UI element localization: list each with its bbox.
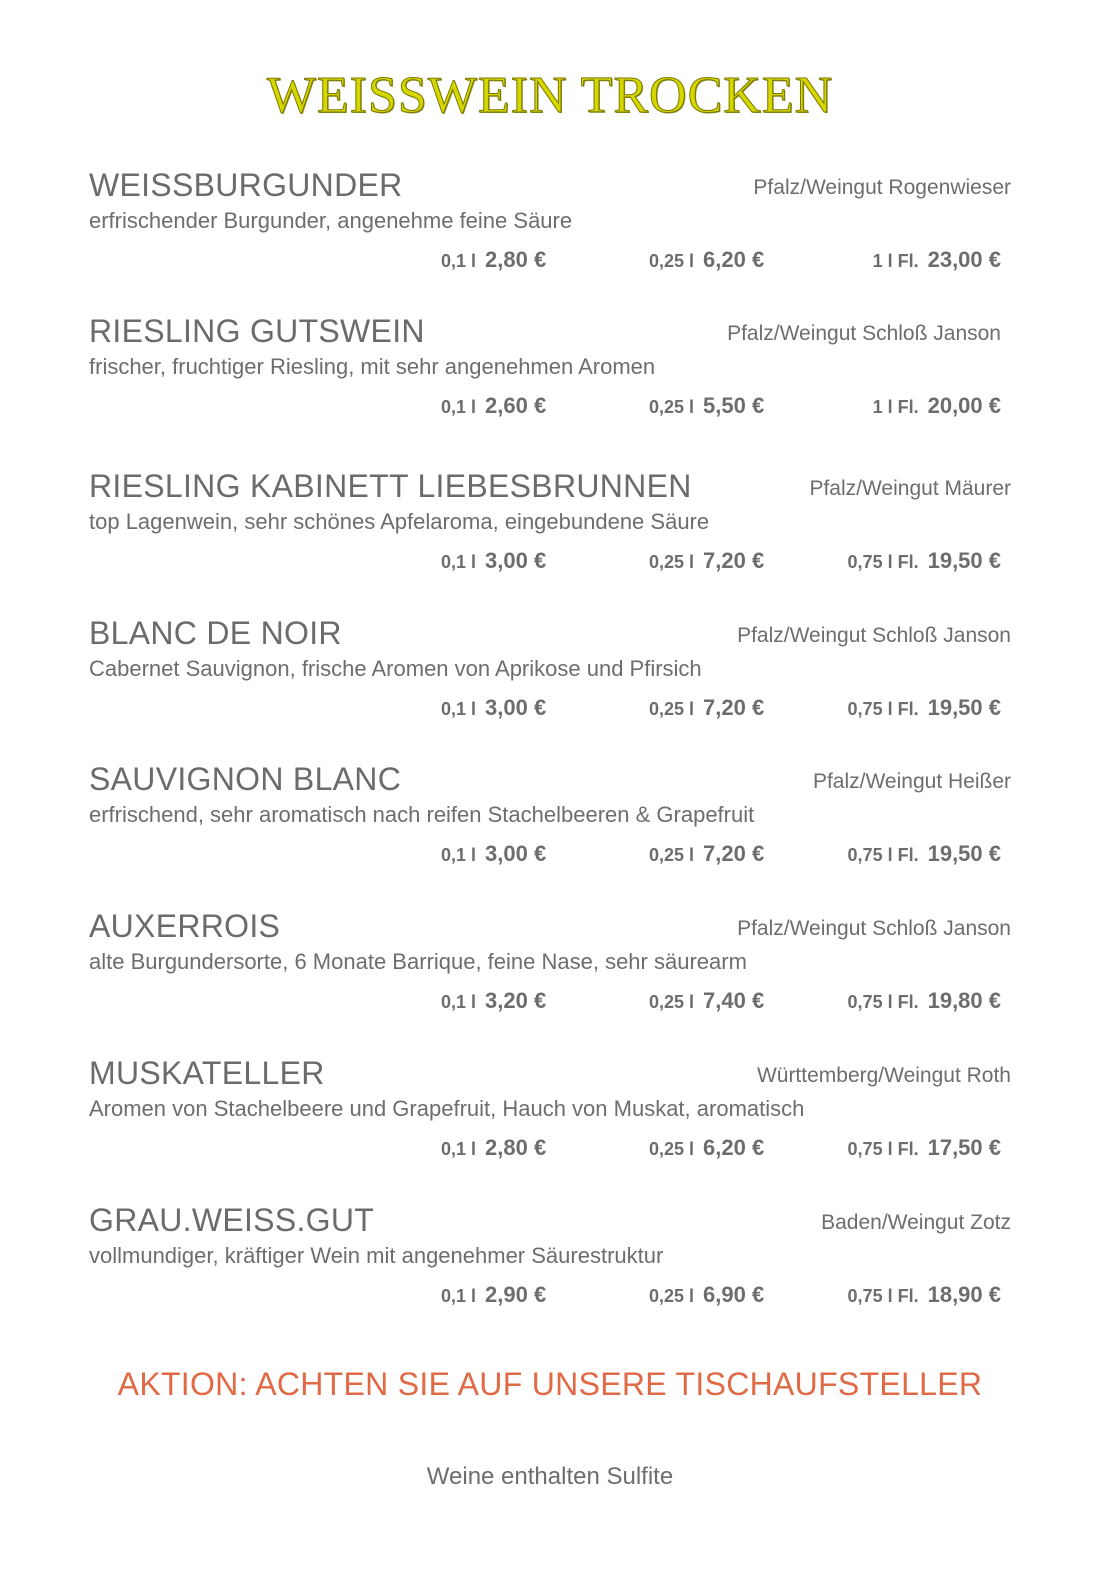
price-size: 0,1 l bbox=[441, 1139, 477, 1159]
wine-entry bbox=[89, 1202, 1011, 1322]
wine-origin: Pfalz/Weingut Heißer bbox=[812, 770, 1011, 793]
price-value: 3,00 € bbox=[485, 548, 547, 573]
price-small-glass bbox=[441, 841, 546, 867]
price-value: 3,00 € bbox=[485, 695, 547, 720]
price-size: 1 l Fl. bbox=[872, 397, 919, 417]
wine-origin: Pfalz/Weingut Mäurer bbox=[809, 477, 1011, 500]
price-size: 0,75 l Fl. bbox=[847, 1286, 919, 1306]
price-bottle bbox=[873, 393, 1001, 419]
price-value: 2,80 € bbox=[485, 1135, 547, 1160]
price-value: 2,90 € bbox=[485, 1282, 547, 1307]
wine-origin: Pfalz/Weingut Schloß Janson bbox=[737, 917, 1011, 940]
price-value: 19,50 € bbox=[927, 695, 1001, 720]
wine-description: vollmundiger, kräftiger Wein mit angenehmer Säurestruktur bbox=[89, 1243, 664, 1268]
wine-name: RIESLING KABINETT LIEBESBRUNNEN bbox=[89, 468, 692, 504]
price-size: 0,1 l bbox=[441, 699, 477, 719]
price-value: 6,90 € bbox=[703, 1282, 765, 1307]
price-size: 0,25 l bbox=[649, 397, 695, 417]
wine-description: Cabernet Sauvignon, frische Aromen von Aprikose und Pfirsich bbox=[89, 656, 702, 681]
price-small-glass bbox=[441, 247, 546, 273]
wine-origin: Baden/Weingut Zotz bbox=[821, 1211, 1011, 1234]
wine-description: erfrischender Burgunder, angenehme feine Säure bbox=[89, 208, 573, 233]
page-title: WEISSWEIN TROCKEN bbox=[266, 67, 834, 124]
price-value: 7,40 € bbox=[703, 988, 765, 1013]
price-value: 19,50 € bbox=[927, 548, 1001, 573]
price-size: 0,25 l bbox=[649, 699, 695, 719]
wine-name: GRAU.WEISS.GUT bbox=[89, 1202, 375, 1238]
price-bottle bbox=[848, 1135, 1001, 1161]
price-small-glass bbox=[441, 393, 546, 419]
price-value: 3,20 € bbox=[485, 988, 547, 1013]
price-small-glass bbox=[441, 548, 546, 574]
price-bottle bbox=[873, 247, 1001, 273]
price-large-glass bbox=[649, 988, 764, 1014]
wine-description: top Lagenwein, sehr schönes Apfelaroma, eingebundene Säure bbox=[89, 509, 710, 534]
wine-entry bbox=[89, 313, 1011, 433]
price-bottle bbox=[848, 988, 1001, 1014]
price-size: 0,25 l bbox=[649, 251, 695, 271]
price-size: 0,25 l bbox=[649, 1139, 695, 1159]
price-size: 0,25 l bbox=[649, 1286, 695, 1306]
wine-entry bbox=[89, 167, 1011, 287]
wine-origin: Württemberg/Weingut Roth bbox=[756, 1064, 1011, 1087]
price-value: 6,20 € bbox=[703, 1135, 765, 1160]
wine-origin: Pfalz/Weingut Schloß Janson bbox=[737, 624, 1011, 647]
price-size: 0,25 l bbox=[649, 992, 695, 1012]
price-value: 7,20 € bbox=[703, 695, 765, 720]
wine-name: SAUVIGNON BLANC bbox=[89, 761, 402, 797]
price-size: 0,1 l bbox=[441, 1286, 477, 1306]
price-value: 17,50 € bbox=[927, 1135, 1001, 1160]
price-small-glass bbox=[441, 988, 546, 1014]
wine-origin: Pfalz/Weingut Schloß Janson bbox=[727, 322, 1001, 345]
price-size: 0,75 l Fl. bbox=[847, 552, 919, 572]
price-large-glass bbox=[649, 695, 764, 721]
price-value: 3,00 € bbox=[485, 841, 547, 866]
wine-entry bbox=[89, 908, 1011, 1028]
price-size: 0,1 l bbox=[441, 251, 477, 271]
wine-name: BLANC DE NOIR bbox=[89, 615, 342, 651]
price-size: 0,75 l Fl. bbox=[847, 845, 919, 865]
price-large-glass bbox=[649, 393, 764, 419]
wine-description: Aromen von Stachelbeere und Grapefruit, Hauch von Muskat, aromatisch bbox=[89, 1096, 805, 1121]
wine-description: erfrischend, sehr aromatisch nach reifen Stachelbeeren & Grapefruit bbox=[89, 802, 755, 827]
price-large-glass bbox=[649, 247, 764, 273]
price-bottle bbox=[848, 1282, 1001, 1308]
price-size: 0,75 l Fl. bbox=[847, 1139, 919, 1159]
price-bottle bbox=[848, 841, 1001, 867]
price-value: 6,20 € bbox=[703, 247, 765, 272]
wine-description: alte Burgundersorte, 6 Monate Barrique, feine Nase, sehr säurearm bbox=[89, 949, 747, 974]
price-size: 0,75 l Fl. bbox=[847, 992, 919, 1012]
price-value: 2,60 € bbox=[485, 393, 547, 418]
wine-description: frischer, fruchtiger Riesling, mit sehr angenehmen Aromen bbox=[89, 354, 656, 379]
price-large-glass bbox=[649, 548, 764, 574]
price-large-glass bbox=[649, 1282, 764, 1308]
wine-entry bbox=[89, 1055, 1011, 1175]
wine-entry bbox=[89, 761, 1011, 881]
price-value: 20,00 € bbox=[927, 393, 1001, 418]
sulfite-notice: Weine enthalten Sulfite bbox=[426, 1463, 674, 1490]
price-large-glass bbox=[649, 1135, 764, 1161]
price-value: 19,50 € bbox=[927, 841, 1001, 866]
price-size: 1 l Fl. bbox=[872, 251, 919, 271]
promo-banner: AKTION: ACHTEN SIE AUF UNSERE TISCHAUFSTELLER bbox=[117, 1366, 983, 1402]
wine-entry bbox=[89, 615, 1011, 735]
price-size: 0,1 l bbox=[441, 845, 477, 865]
price-size: 0,1 l bbox=[441, 397, 477, 417]
wine-entry bbox=[89, 468, 1011, 588]
price-bottle bbox=[848, 695, 1001, 721]
wine-name: WEISSBURGUNDER bbox=[89, 167, 403, 203]
price-bottle bbox=[848, 548, 1001, 574]
wine-origin: Pfalz/Weingut Rogenwieser bbox=[753, 176, 1011, 199]
price-size: 0,25 l bbox=[649, 552, 695, 572]
price-value: 5,50 € bbox=[703, 393, 765, 418]
price-value: 18,90 € bbox=[927, 1282, 1001, 1307]
price-size: 0,1 l bbox=[441, 552, 477, 572]
wine-name: MUSKATELLER bbox=[89, 1055, 325, 1091]
price-value: 7,20 € bbox=[703, 841, 765, 866]
wine-name: AUXERROIS bbox=[89, 908, 281, 944]
price-value: 2,80 € bbox=[485, 247, 547, 272]
price-size: 0,1 l bbox=[441, 992, 477, 1012]
price-small-glass bbox=[441, 1282, 546, 1308]
price-large-glass bbox=[649, 841, 764, 867]
wine-name: RIESLING GUTSWEIN bbox=[89, 313, 425, 349]
price-size: 0,25 l bbox=[649, 845, 695, 865]
price-value: 23,00 € bbox=[927, 247, 1001, 272]
price-small-glass bbox=[441, 1135, 546, 1161]
price-size: 0,75 l Fl. bbox=[847, 699, 919, 719]
price-small-glass bbox=[441, 695, 546, 721]
price-value: 7,20 € bbox=[703, 548, 765, 573]
price-value: 19,80 € bbox=[927, 988, 1001, 1013]
